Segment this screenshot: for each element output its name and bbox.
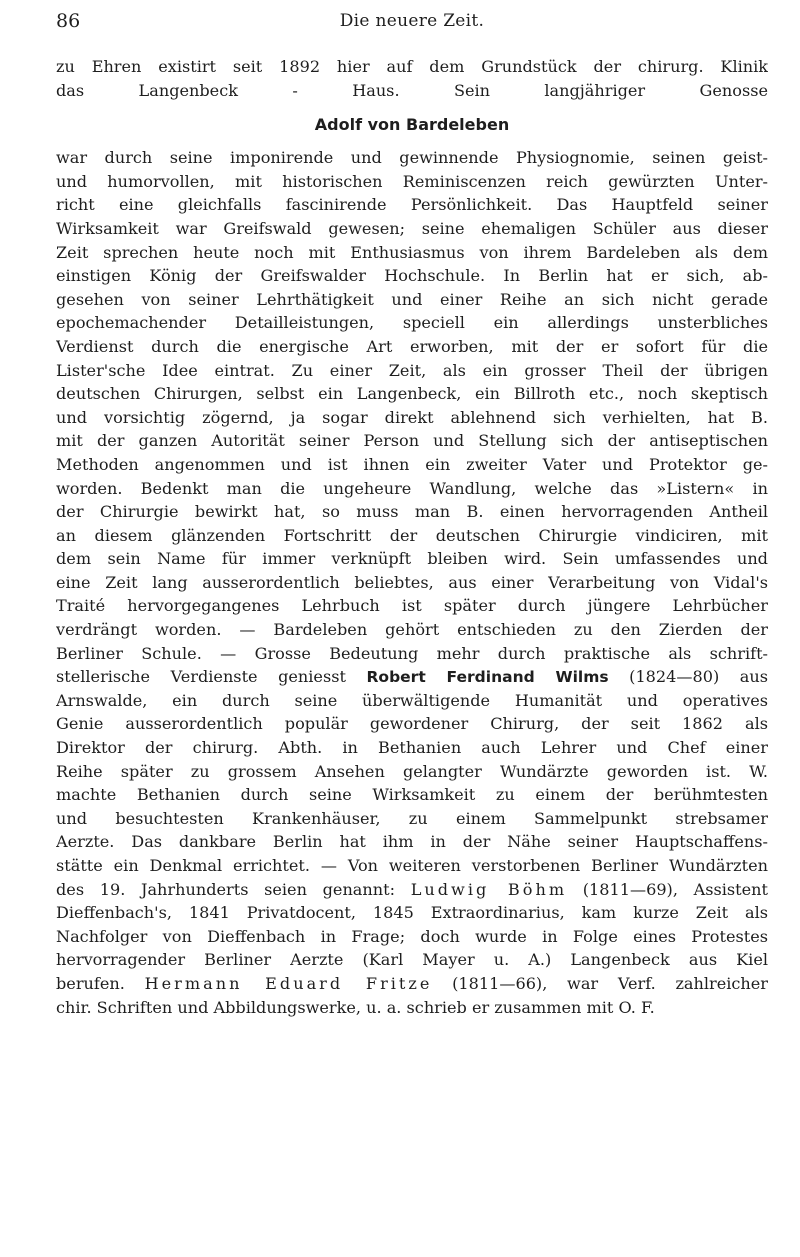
text-segment: (1811—69), Assistent — [567, 879, 768, 899]
text-line: Methoden angenommen und ist ihnen ein zweiter Vater und Protektor ge- — [56, 454, 768, 474]
text-line: Direktor der chirurg. Abth. in Bethanien auch Lehrer und Chef einer — [56, 738, 768, 758]
text-line: Berliner Schule. — Grosse Bedeutung mehr durch praktische als schrift- — [56, 643, 768, 663]
text-line: einstigen König der Greifswalder Hochschule. In Berlin hat er sich, ab- — [56, 266, 768, 286]
text-line: der Chirurgie bewirkt hat, so muss man B. einen hervorragenden Antheil — [56, 502, 768, 522]
text-line: Arnswalde, ein durch seine überwältigende Humanität und operatives — [56, 690, 768, 710]
text-line: richt eine gleichfalls fascinirende Persönlichkeit. Das Hauptfeld seiner — [56, 195, 768, 215]
text-segment: berufen. — [56, 973, 145, 993]
text-line: und humorvollen, mit historischen Reminiscenzen reich gewürzten Unter- — [56, 171, 768, 191]
text-line: und vorsichtig zögernd, ja sogar direkt ablehnend sich verhielten, hat B. — [56, 407, 768, 427]
text-line: zu Ehren existirt seit 1892 hier auf dem Grundstück der chirurg. Klinik — [56, 57, 768, 76]
text-line — [56, 972, 768, 996]
text-line: dem sein Name für immer verknüpft bleiben wird. Sein umfassendes und — [56, 549, 768, 569]
text-line: und besuchtesten Krankenhäuser, zu einem Sammelpunkt strebsamer — [56, 808, 768, 828]
text-line: epochemachender Detailleistungen, speciell ein allerdings unsterbliches — [56, 313, 768, 333]
person-name-spaced: Hermann Eduard Fritze — [144, 973, 433, 993]
text-line — [56, 878, 768, 902]
text-line: Dieffenbach's, 1841 Privatdocent, 1845 Extraordinarius, kam kurze Zeit als — [56, 903, 768, 923]
text-line: worden. Bedenkt man die ungeheure Wandlung, welche das »Listern« in — [56, 478, 768, 498]
text-line: hervorragender Berliner Aerzte (Karl Mayer u. A.) Langenbeck aus Kiel — [56, 950, 768, 970]
text-line — [56, 665, 768, 689]
text-line: Aerzte. Das dankbare Berlin hat ihm in der Nähe seiner Hauptschaffens- — [56, 832, 768, 852]
text-line: verdrängt worden. — Bardeleben gehört entschieden zu den Zierden der — [56, 620, 768, 640]
text-line: das Langenbeck - Haus. Sein langjähriger Genosse — [56, 80, 768, 100]
text-segment: stellerische Verdienste geniesst — [56, 667, 367, 687]
text-segment: (1824—80) aus — [608, 667, 768, 687]
text-line: mit der ganzen Autorität seiner Person und Stellung sich der antiseptischen — [56, 431, 768, 451]
person-name-spaced: Ludwig Böhm — [410, 879, 568, 899]
text-line: eine Zeit lang ausserordentlich beliebtes, aus einer Verarbeitung von Vidal's — [56, 572, 768, 592]
text-line: war durch seine imponirende und gewinnende Physiognomie, seinen geist- — [56, 148, 768, 168]
text-line: gesehen von seiner Lehrthätigkeit und einer Reihe an sich nicht gerade — [56, 289, 768, 309]
text-line: Traité hervorgegangenes Lehrbuch ist später durch jüngere Lehrbücher — [56, 596, 768, 616]
text-line: Zeit sprechen heute noch mit Enthusiasmus von ihrem Bardeleben als dem — [56, 242, 768, 262]
section-heading: Adolf von Bardeleben — [314, 115, 510, 135]
text-line: Wirksamkeit war Greifswald gewesen; seine ehemaligen Schüler aus dieser — [56, 218, 768, 238]
text-line: Nachfolger von Dieffenbach in Frage; doch wurde in Folge eines Protestes — [56, 926, 768, 946]
text-segment: des 19. Jahrhunderts seien genannt: — [56, 879, 411, 899]
running-title: Die neuere Zeit. — [339, 11, 485, 31]
text-line: stätte ein Denkmal errichtet. — Von weiteren verstorbenen Berliner Wundärzten — [56, 856, 768, 875]
page-header — [56, 10, 768, 36]
text-line: Genie ausserordentlich populär gewordener Chirurg, der seit 1862 als — [56, 714, 768, 734]
text-line: Reihe später zu grossem Ansehen gelangter Wundärzte geworden ist. W. — [56, 761, 768, 781]
text-line: Lister'sche Idee eintrat. Zu einer Zeit, als ein grosser Theil der übrigen — [56, 360, 768, 380]
text-line: chir. Schriften und Abbildungswerke, u. a. schrieb er zusammen mit O. F. — [56, 997, 655, 1017]
body-text — [56, 55, 768, 1019]
text-segment: (1811—66), war Verf. zahlreicher — [432, 973, 768, 993]
page-number: 86 — [56, 10, 81, 32]
text-line: Verdienst durch die energische Art erworben, mit der er sofort für die — [56, 336, 768, 356]
text-line: an diesem glänzenden Fortschritt der deutschen Chirurgie vindiciren, mit — [56, 525, 768, 545]
text-line: machte Bethanien durch seine Wirksamkeit zu einem der berühmtesten — [56, 785, 768, 805]
person-name-bold: Robert Ferdinand Wilms — [366, 668, 609, 687]
text-line: deutschen Chirurgen, selbst ein Langenbeck, ein Billroth etc., noch skeptisch — [56, 384, 768, 404]
